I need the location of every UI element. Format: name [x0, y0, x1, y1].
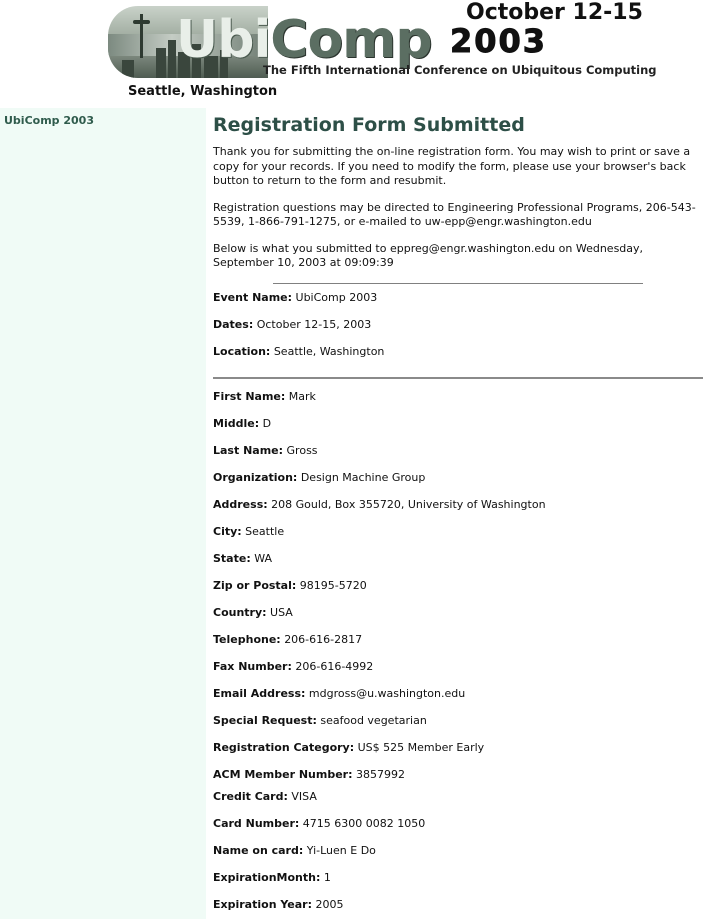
field-dates: Dates: October 12-15, 2003 [213, 317, 372, 331]
conference-banner [0, 0, 704, 108]
conference-tagline: The Fifth International Conference on Ubiquitous Computing [263, 63, 657, 77]
page-title: Registration Form Submitted [213, 114, 525, 136]
field-organization: Organization: Design Machine Group [213, 470, 426, 484]
divider [213, 377, 703, 379]
sidebar-link-ubicomp-2003[interactable]: UbiComp 2003 [4, 114, 94, 127]
event-details [213, 290, 703, 371]
field-acm-member-number: ACM Member Number: 3857992 [213, 767, 405, 781]
field-zip: Zip or Postal: 98195-5720 [213, 578, 367, 592]
contact-text: Registration questions may be directed to Engineering Professional Programs, 206-543-5539, 1-866-791-1275, or e-mailed to uw-epp@engr.washington.edu [213, 200, 696, 228]
field-name-on-card: Name on card: Yi-Luen E Do [213, 843, 376, 857]
field-location: Location: Seattle, Washington [213, 344, 385, 358]
field-country: Country: USA [213, 605, 293, 619]
field-expiration-month: ExpirationMonth: 1 [213, 870, 331, 884]
thank-you-text: Thank you for submitting the on-line registration form. You may wish to print or save a copy for your records. If you need to modify the form, please use your browser's back button to return to the form and resubmit. [213, 145, 691, 187]
ubicomp-logo: UbiComp [176, 10, 432, 70]
field-city: City: Seattle [213, 524, 285, 538]
conference-year: 2003 [450, 22, 548, 60]
submission-info-text: Below is what you submitted to eppreg@engr.washington.edu on Wednesday, September 10, 2003 at 09:09:39 [213, 241, 644, 269]
field-email: Email Address: mdgross@u.washington.edu [213, 686, 466, 700]
field-fax: Fax Number: 206-616-4992 [213, 659, 374, 673]
field-first-name: First Name: Mark [213, 389, 316, 403]
main-content [213, 108, 703, 924]
conference-city: Seattle, Washington [128, 84, 278, 99]
field-telephone: Telephone: 206-616-2817 [213, 632, 363, 646]
field-registration-category: Registration Category: US$ 525 Member Early [213, 740, 485, 754]
registrant-details [213, 389, 703, 924]
field-state: State: WA [213, 551, 273, 565]
conference-dates: October 12-15 [466, 0, 643, 25]
field-middle: Middle: D [213, 416, 272, 430]
field-credit-card: Credit Card: VISA [213, 789, 317, 803]
space-needle-icon [140, 14, 143, 58]
field-special-request: Special Request: seafood vegetarian [213, 713, 427, 727]
field-event-name: Event Name: UbiComp 2003 [213, 290, 378, 304]
sidebar [0, 108, 206, 919]
field-expiration-year: Expiration Year: 2005 [213, 897, 344, 911]
field-card-number: Card Number: 4715 6300 0082 1050 [213, 816, 426, 830]
field-address: Address: 208 Gould, Box 355720, University of Washington [213, 497, 546, 511]
divider [273, 283, 643, 284]
field-last-name: Last Name: Gross [213, 443, 318, 457]
